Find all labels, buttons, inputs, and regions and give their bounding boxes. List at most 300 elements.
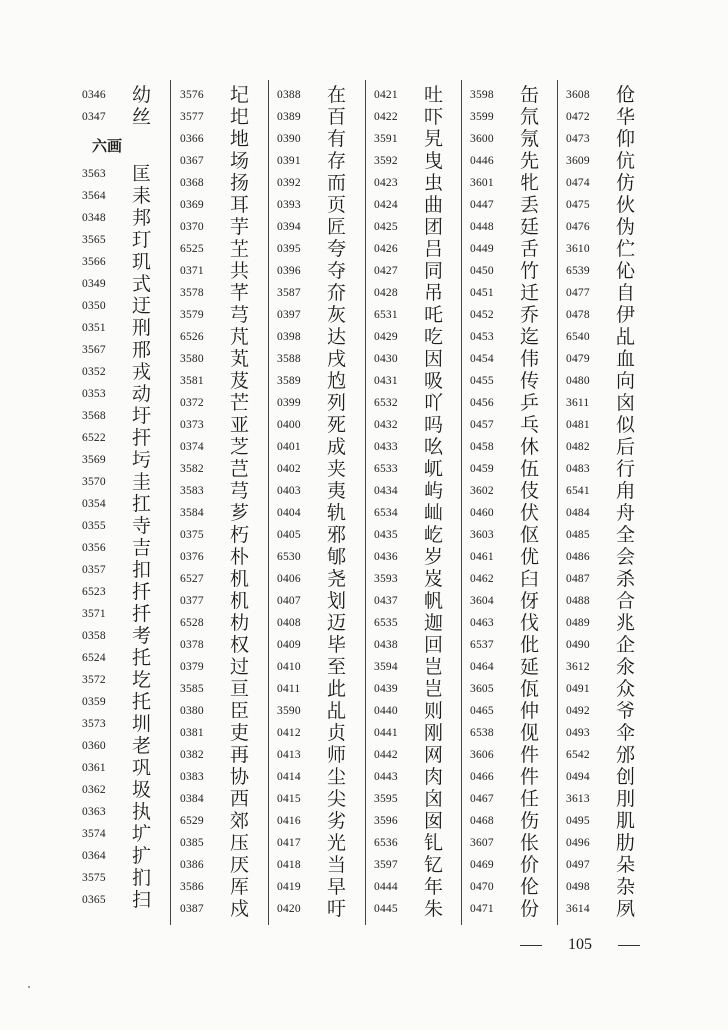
entry-character: 伈	[616, 260, 636, 282]
entry-code: 0425	[374, 221, 398, 233]
entry-row	[180, 282, 272, 304]
entry-character: 后	[616, 436, 636, 458]
entry-code: 6529	[180, 815, 204, 827]
entry-row	[374, 898, 466, 920]
entry-character: 耒	[132, 185, 152, 207]
entry-code: 0384	[180, 793, 204, 805]
entry-character: 玑	[132, 251, 152, 273]
entry-character: 合	[616, 590, 636, 612]
entry-character: 吏	[230, 722, 250, 744]
entry-row	[374, 216, 466, 238]
entry-code: 0480	[566, 375, 590, 387]
entry-row	[470, 238, 562, 260]
entry-row	[374, 810, 466, 832]
entry-row	[470, 106, 562, 128]
entry-character: 成	[327, 436, 347, 458]
entry-character: 圮	[230, 84, 250, 106]
entry-character: 列	[327, 392, 347, 414]
entry-code: 0380	[180, 705, 204, 717]
entry-code: 3568	[82, 410, 106, 422]
entry-character: 乩	[616, 326, 636, 348]
entry-character: 毕	[327, 634, 347, 656]
entry-code: 0379	[180, 661, 204, 673]
entry-row	[180, 216, 272, 238]
entry-code: 3577	[180, 111, 204, 123]
entry-row	[277, 656, 369, 678]
entry-code: 3610	[566, 243, 590, 255]
entry-character: 戌	[327, 348, 347, 370]
entry-character: 肋	[616, 832, 636, 854]
entry-row	[82, 383, 162, 405]
entry-row	[180, 370, 272, 392]
entry-row	[180, 502, 272, 524]
entry-row	[470, 700, 562, 722]
entry-character: 岂	[424, 678, 444, 700]
entry-row	[277, 458, 369, 480]
entry-code: 0360	[82, 740, 106, 752]
entry-character: 邪	[327, 524, 347, 546]
entry-row	[277, 392, 369, 414]
entry-code: 0471	[470, 903, 494, 915]
entry-row	[277, 84, 369, 106]
entry-code: 0485	[566, 529, 590, 541]
entry-character: 伞	[616, 722, 636, 744]
entry-row	[470, 172, 562, 194]
entry-code: 3595	[374, 793, 398, 805]
entry-row	[277, 150, 369, 172]
entry-code: 3591	[374, 133, 398, 145]
entry-character: 尥	[327, 370, 347, 392]
entry-row	[180, 238, 272, 260]
entry-code: 0490	[566, 639, 590, 651]
entry-code: 0405	[277, 529, 301, 541]
entry-character: 仲	[520, 700, 540, 722]
entry-code: 0403	[277, 485, 301, 497]
entry-character: 岂	[424, 656, 444, 678]
entry-row	[277, 744, 369, 766]
entry-row	[82, 867, 162, 889]
entry-code: 0411	[277, 683, 301, 695]
entry-code: 6540	[566, 331, 590, 343]
entry-character: 芄	[230, 348, 250, 370]
entry-code: 0442	[374, 749, 398, 761]
entry-code: 0381	[180, 727, 204, 739]
entry-code: 3603	[470, 529, 494, 541]
entry-character: 过	[230, 656, 250, 678]
entry-character: 朴	[230, 546, 250, 568]
entry-code: 0452	[470, 309, 494, 321]
entry-character: 夼	[327, 282, 347, 304]
entry-row	[180, 458, 272, 480]
entry-character: 囡	[424, 810, 444, 832]
entry-character: 杂	[616, 876, 636, 898]
entry-character: 伥	[520, 832, 540, 854]
entry-row	[566, 128, 646, 150]
entry-code: 3611	[566, 397, 590, 409]
entry-row	[277, 788, 369, 810]
entry-row	[566, 348, 646, 370]
entry-character: 臼	[520, 568, 540, 590]
entry-row	[277, 128, 369, 150]
entry-character: 扣	[132, 559, 152, 581]
entry-character: 朽	[230, 524, 250, 546]
entry-code: 0476	[566, 221, 590, 233]
entry-character: 肌	[616, 810, 636, 832]
entry-row	[470, 480, 562, 502]
entry-code: 0362	[82, 784, 106, 796]
entry-character: 吸	[424, 370, 444, 392]
entry-character: 芋	[230, 216, 250, 238]
entry-row	[180, 854, 272, 876]
entry-row	[566, 150, 646, 172]
entry-character: 贞	[327, 722, 347, 744]
entry-row	[82, 339, 162, 361]
entry-character: 延	[520, 656, 540, 678]
entry-code: 0482	[566, 441, 590, 453]
entry-code: 0465	[470, 705, 494, 717]
entry-character: 兆	[616, 612, 636, 634]
entry-character: 圩	[132, 405, 152, 427]
entry-row	[180, 634, 272, 656]
entry-code: 0377	[180, 595, 204, 607]
entry-code: 0368	[180, 177, 204, 189]
entry-row	[180, 304, 272, 326]
entry-row	[180, 744, 272, 766]
entry-character: 动	[132, 383, 152, 405]
entry-row	[566, 744, 646, 766]
entry-row	[82, 537, 162, 559]
entry-row	[82, 229, 162, 251]
entry-code: 6541	[566, 485, 590, 497]
entry-character: 芗	[230, 502, 250, 524]
entry-character: 圬	[132, 449, 152, 471]
entry-row	[566, 590, 646, 612]
entry-code: 0462	[470, 573, 494, 585]
section-heading-six-strokes: 六画	[92, 137, 123, 155]
entry-character: 扛	[132, 493, 152, 515]
entry-character: 芎	[230, 304, 250, 326]
entry-row	[277, 194, 369, 216]
entry-character: 吃	[424, 326, 444, 348]
entry-character: 刚	[424, 722, 444, 744]
entry-code: 6538	[470, 727, 494, 739]
entry-code: 6526	[180, 331, 204, 343]
entry-code: 0371	[180, 265, 204, 277]
entry-row	[277, 810, 369, 832]
entry-code: 3589	[277, 375, 301, 387]
entry-character: 休	[520, 436, 540, 458]
entry-character: 迦	[424, 612, 444, 634]
entry-row	[566, 722, 646, 744]
entry-code: 3583	[180, 485, 204, 497]
entry-code: 0470	[470, 881, 494, 893]
entry-character: 圪	[132, 669, 152, 691]
entry-code: 6535	[374, 617, 398, 629]
entry-code: 3607	[470, 837, 494, 849]
entry-character: 仿	[616, 172, 636, 194]
entry-code: 0413	[277, 749, 301, 761]
entry-row	[470, 84, 562, 106]
entry-row	[180, 480, 272, 502]
entry-code: 3580	[180, 353, 204, 365]
entry-code: 0437	[374, 595, 398, 607]
entry-character: 屹	[424, 524, 444, 546]
entry-row	[82, 163, 162, 185]
entry-code: 0443	[374, 771, 398, 783]
entry-code: 0472	[566, 111, 590, 123]
entry-character: 吗	[424, 414, 444, 436]
entry-code: 0414	[277, 771, 301, 783]
entry-character: 钇	[424, 854, 444, 876]
entry-code: 0406	[277, 573, 301, 585]
entry-row	[277, 854, 369, 876]
character-column-6	[566, 84, 646, 924]
entry-character: 众	[616, 678, 636, 700]
entry-code: 0440	[374, 705, 398, 717]
entry-character: 在	[327, 84, 347, 106]
entry-character: 伛	[520, 524, 540, 546]
entry-code: 6523	[82, 586, 106, 598]
entry-code: 6524	[82, 652, 106, 664]
entry-row	[566, 854, 646, 876]
entry-character: 郇	[327, 546, 347, 568]
entry-row	[470, 194, 562, 216]
entry-character: 优	[520, 546, 540, 568]
entry-row	[374, 150, 466, 172]
entry-row	[566, 84, 646, 106]
entry-code: 3593	[374, 573, 398, 585]
entry-character: 朵	[616, 854, 636, 876]
entry-row	[374, 722, 466, 744]
entry-character: 朸	[230, 612, 250, 634]
entry-character: 舟	[616, 502, 636, 524]
entry-code: 6539	[566, 265, 590, 277]
entry-code: 0354	[82, 498, 106, 510]
entry-row	[566, 436, 646, 458]
entry-row	[566, 216, 646, 238]
entry-code: 0492	[566, 705, 590, 717]
entry-row	[566, 876, 646, 898]
entry-code: 0461	[470, 551, 494, 563]
entry-character: 耳	[230, 194, 250, 216]
entry-character: 迂	[132, 295, 152, 317]
entry-row	[374, 656, 466, 678]
entry-character: 吕	[424, 238, 444, 260]
entry-character: 氖	[520, 128, 540, 150]
entry-code: 0363	[82, 806, 106, 818]
entry-code: 0453	[470, 331, 494, 343]
entry-row	[566, 326, 646, 348]
entry-code: 0420	[277, 903, 301, 915]
entry-character: 场	[230, 150, 250, 172]
entry-row	[82, 823, 162, 845]
entry-character: 曲	[424, 194, 444, 216]
entry-row	[374, 260, 466, 282]
entry-code: 3613	[566, 793, 590, 805]
entry-row	[566, 898, 646, 920]
entry-character: 伍	[520, 458, 540, 480]
footer-dash-right	[618, 945, 640, 946]
entry-character: 寺	[132, 515, 152, 537]
entry-character: 厍	[230, 876, 250, 898]
entry-character: 邠	[616, 744, 636, 766]
entry-code: 0438	[374, 639, 398, 651]
entry-row	[566, 414, 646, 436]
entry-character: 芊	[230, 282, 250, 304]
entry-row	[180, 524, 272, 546]
entry-row	[277, 436, 369, 458]
entry-row	[82, 691, 162, 713]
entry-character: 丢	[520, 194, 540, 216]
entry-row	[470, 216, 562, 238]
entry-character: 夺	[327, 260, 347, 282]
entry-character: 伤	[520, 810, 540, 832]
entry-row	[566, 810, 646, 832]
entry-character: 夷	[327, 480, 347, 502]
entry-character: 劣	[327, 810, 347, 832]
entry-row	[470, 414, 562, 436]
entry-row	[82, 493, 162, 515]
entry-character: 扩	[132, 845, 152, 867]
entry-code: 0421	[374, 89, 398, 101]
entry-code: 0348	[82, 212, 106, 224]
entry-character: 邦	[132, 207, 152, 229]
entry-row	[374, 590, 466, 612]
entry-row	[180, 876, 272, 898]
entry-code: 3605	[470, 683, 494, 695]
entry-row	[566, 458, 646, 480]
character-column-5	[470, 84, 562, 924]
entry-character: 灰	[327, 304, 347, 326]
entry-row	[82, 735, 162, 757]
entry-character: 圭	[132, 471, 152, 493]
entry-code: 0393	[277, 199, 301, 211]
entry-row	[470, 260, 562, 282]
entry-row	[374, 326, 466, 348]
column-divider	[461, 80, 462, 925]
entry-character: 先	[520, 150, 540, 172]
entry-row	[277, 282, 369, 304]
entry-code: 0410	[277, 661, 301, 673]
entry-row	[470, 744, 562, 766]
page-number: 105	[568, 936, 592, 953]
entry-code: 0409	[277, 639, 301, 651]
entry-character: 乔	[520, 304, 540, 326]
entry-character: 芎	[230, 480, 250, 502]
entry-row	[470, 282, 562, 304]
entry-code: 3566	[82, 256, 106, 268]
entry-code: 3592	[374, 155, 398, 167]
entry-character: 芏	[230, 238, 250, 260]
entry-row	[180, 656, 272, 678]
entry-character: 戍	[230, 898, 250, 920]
entry-row	[277, 348, 369, 370]
entry-row	[277, 766, 369, 788]
entry-row	[566, 282, 646, 304]
entry-row	[180, 150, 272, 172]
entry-code: 3565	[82, 234, 106, 246]
entry-row	[566, 546, 646, 568]
entry-row	[374, 788, 466, 810]
entry-row	[82, 757, 162, 779]
entry-row	[180, 546, 272, 568]
entry-code: 0455	[470, 375, 494, 387]
entry-row	[566, 524, 646, 546]
entry-code: 3569	[82, 454, 106, 466]
entry-character: 回	[424, 634, 444, 656]
entry-character: 迄	[520, 326, 540, 348]
entry-code: 3609	[566, 155, 590, 167]
entry-code: 0475	[566, 199, 590, 211]
entry-row	[277, 480, 369, 502]
entry-code: 0416	[277, 815, 301, 827]
entry-character: 亚	[230, 414, 250, 436]
entry-code: 3602	[470, 485, 494, 497]
entry-character: 当	[327, 854, 347, 876]
entry-row	[82, 603, 162, 625]
entry-character: 早	[327, 876, 347, 898]
entry-row	[82, 647, 162, 669]
entry-code: 0386	[180, 859, 204, 871]
entry-row	[277, 106, 369, 128]
entry-character: 伎	[520, 480, 540, 502]
entry-row	[374, 854, 466, 876]
entry-character: 屼	[424, 458, 444, 480]
entry-code: 3563	[82, 168, 106, 180]
entry-character: 屾	[424, 502, 444, 524]
entry-row	[277, 678, 369, 700]
entry-row	[374, 106, 466, 128]
entry-row	[374, 414, 466, 436]
entry-character: 圯	[230, 106, 250, 128]
entry-code: 3612	[566, 661, 590, 673]
entry-row	[470, 656, 562, 678]
entry-row	[374, 348, 466, 370]
entry-row	[277, 414, 369, 436]
page-footer	[520, 933, 640, 957]
entry-character: 岁	[424, 546, 444, 568]
entry-character: 扫	[132, 889, 152, 911]
entry-character: 伣	[520, 722, 540, 744]
entry-code: 3587	[277, 287, 301, 299]
entry-row	[470, 788, 562, 810]
entry-row	[470, 502, 562, 524]
entry-row	[374, 370, 466, 392]
entry-character: 死	[327, 414, 347, 436]
entry-row	[180, 436, 272, 458]
entry-row	[180, 788, 272, 810]
entry-row	[82, 669, 162, 691]
entry-character: 厌	[230, 854, 250, 876]
entry-row	[82, 845, 162, 867]
entry-code: 3596	[374, 815, 398, 827]
entry-code: 0350	[82, 300, 106, 312]
entry-character: 竹	[520, 260, 540, 282]
entry-row	[566, 678, 646, 700]
entry-row	[470, 524, 562, 546]
entry-code: 0378	[180, 639, 204, 651]
entry-code: 0430	[374, 353, 398, 365]
entry-row	[566, 634, 646, 656]
entry-code: 0458	[470, 441, 494, 453]
entry-code: 0385	[180, 837, 204, 849]
entry-row	[82, 581, 162, 603]
entry-character: 甪	[616, 480, 636, 502]
entry-code: 6532	[374, 397, 398, 409]
entry-row	[470, 832, 562, 854]
entry-code: 3576	[180, 89, 204, 101]
entry-row	[470, 634, 562, 656]
